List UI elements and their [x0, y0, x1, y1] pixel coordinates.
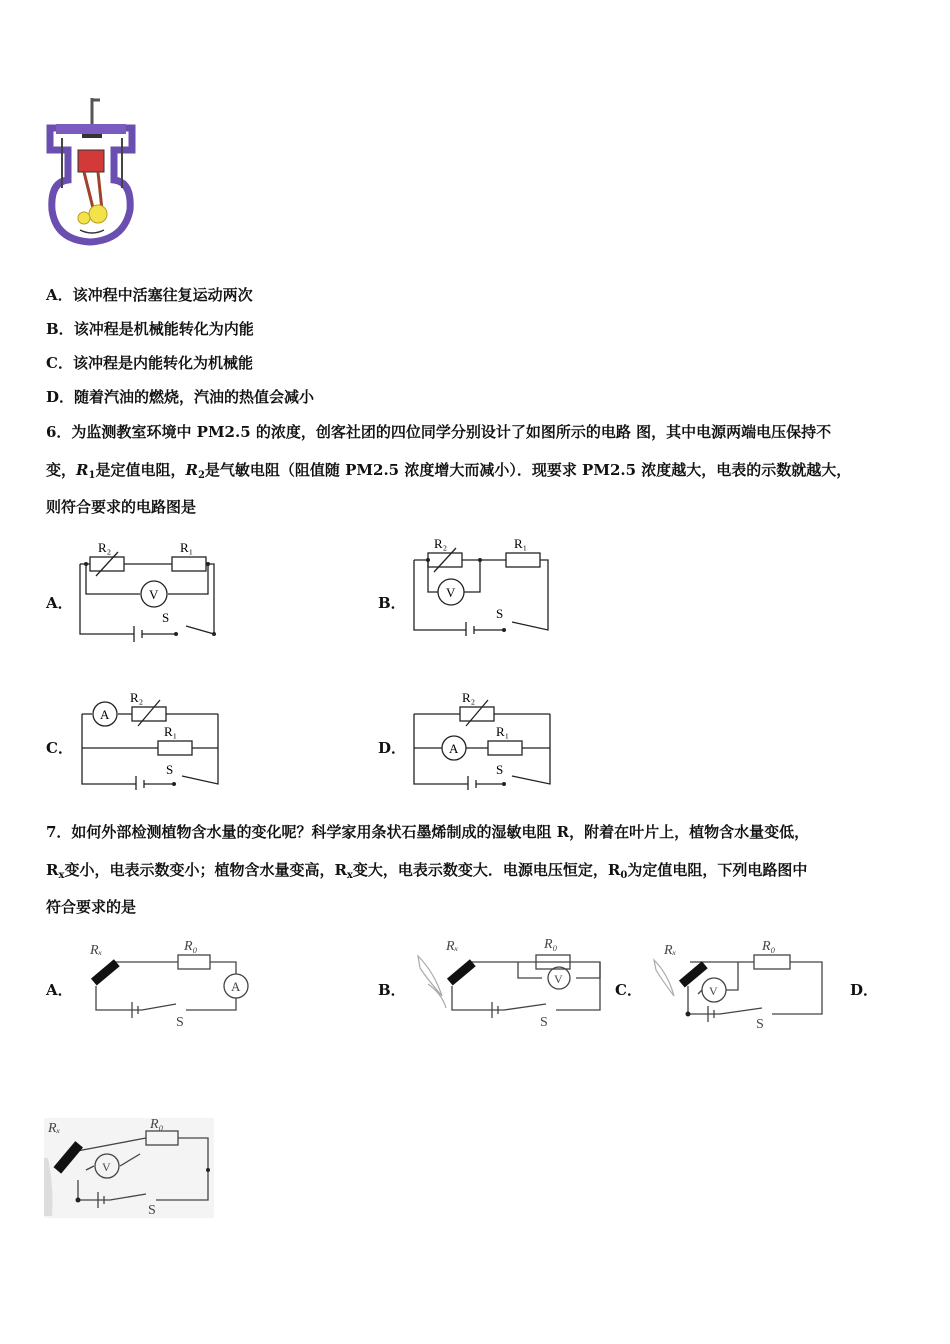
q5-option-d: D．随着汽油的燃烧，汽油的热值会减小: [46, 388, 315, 406]
q7c-rx-label: Rₓ: [664, 943, 677, 958]
q6d-switch: S: [496, 762, 504, 777]
q6-circuit-d: [408, 688, 556, 790]
q7-stem-line3: 符合要求的是: [46, 898, 137, 916]
q6a-switch: S: [162, 610, 170, 625]
q6-label-b: B．: [378, 594, 406, 612]
q6-circuit-a: [76, 538, 221, 642]
q7-circuit-d: [44, 1118, 214, 1218]
q7c-voltmeter: V: [709, 984, 718, 998]
q6c-switch: S: [166, 762, 174, 777]
q6a-voltmeter: V: [149, 587, 159, 602]
q7b-rx-label: Rₓ: [446, 939, 459, 954]
q6-circuit-c: [76, 688, 224, 790]
q7b-switch: S: [540, 1015, 548, 1030]
q6-circuit-b: [408, 534, 553, 636]
q7-label-d: D．: [850, 981, 879, 999]
q7a-rx-label: Rₓ: [90, 943, 103, 958]
q7-stem-line2: $R_x$变小，电表示数变小；植物含水量变高，$R_x$变大，电表示数变大．电源电压恒定，$R_0$为定值电阻，下列电路图中: [46, 861, 808, 881]
q6-label-a: A．: [46, 594, 73, 612]
q6d-r1-label: R₁: [496, 724, 510, 739]
q7-circuit-b: [412, 934, 607, 1030]
q7-stem-line1: 7．如何外部检测植物含水量的变化呢？科学家用条状石墨烯制成的湿敏电阻 R，附着在叶片上，植物含水量变低，: [46, 823, 810, 841]
q7c-switch: S: [756, 1017, 764, 1030]
q6-stem-line3: 则符合要求的电路图是: [46, 498, 197, 516]
q6b-voltmeter: V: [446, 585, 456, 600]
q6d-r2-label: R₂: [462, 690, 476, 705]
q6-stem-line1: 6．为监测教室环境中 PM2.5 的浓度，创客社团的四位同学分别设计了如图所示的电路 图，其中电源两端电压保持不: [46, 423, 832, 441]
q7b-voltmeter: V: [554, 972, 563, 986]
q5-option-a: A．该冲程中活塞往复运动两次: [46, 286, 253, 304]
q7a-r0-label: R₀: [184, 939, 198, 954]
q7a-switch: S: [176, 1015, 184, 1030]
q7-label-a: A．: [46, 981, 73, 999]
q5-option-b: B．该冲程是机械能转化为内能: [46, 320, 254, 338]
q7b-r0-label: R₀: [544, 937, 558, 952]
q6b-r2-label: R₂: [434, 536, 448, 551]
q6a-r1-label: R₁: [180, 540, 194, 555]
q7-label-b: B．: [378, 981, 406, 999]
q6b-r1-label: R₁: [514, 536, 528, 551]
q6c-ammeter: A: [100, 707, 110, 722]
q7-label-c: C．: [615, 981, 642, 999]
q7d-switch: S: [148, 1203, 156, 1218]
q6c-r1-label: R₁: [164, 724, 178, 739]
q6c-r2-label: R₂: [130, 690, 144, 705]
q7d-r0-label: R₀: [150, 1118, 164, 1132]
q6-label-d: D．: [378, 739, 407, 757]
q6b-switch: S: [496, 606, 504, 621]
engine-stroke-figure: [44, 98, 139, 248]
q7-circuit-a: [86, 934, 256, 1030]
q5-option-c: C．该冲程是内能转化为机械能: [46, 354, 253, 372]
q7d-voltmeter: V: [102, 1160, 111, 1174]
q6a-r2-label: R₂: [98, 540, 112, 555]
q6-stem-line2: 变，$R_1$是定值电阻，$R_2$是气敏电阻（阻值随 PM2.5 浓度增大而减小）．现要求 PM2.5 浓度越大，电表的示数就越大，: [46, 461, 852, 481]
q7c-r0-label: R₀: [762, 939, 776, 954]
q7-circuit-c: [650, 934, 830, 1030]
q6d-ammeter: A: [449, 741, 459, 756]
q6-label-c: C．: [46, 739, 73, 757]
q7d-rx-label: Rₓ: [48, 1121, 61, 1136]
q7a-ammeter: A: [231, 979, 241, 994]
